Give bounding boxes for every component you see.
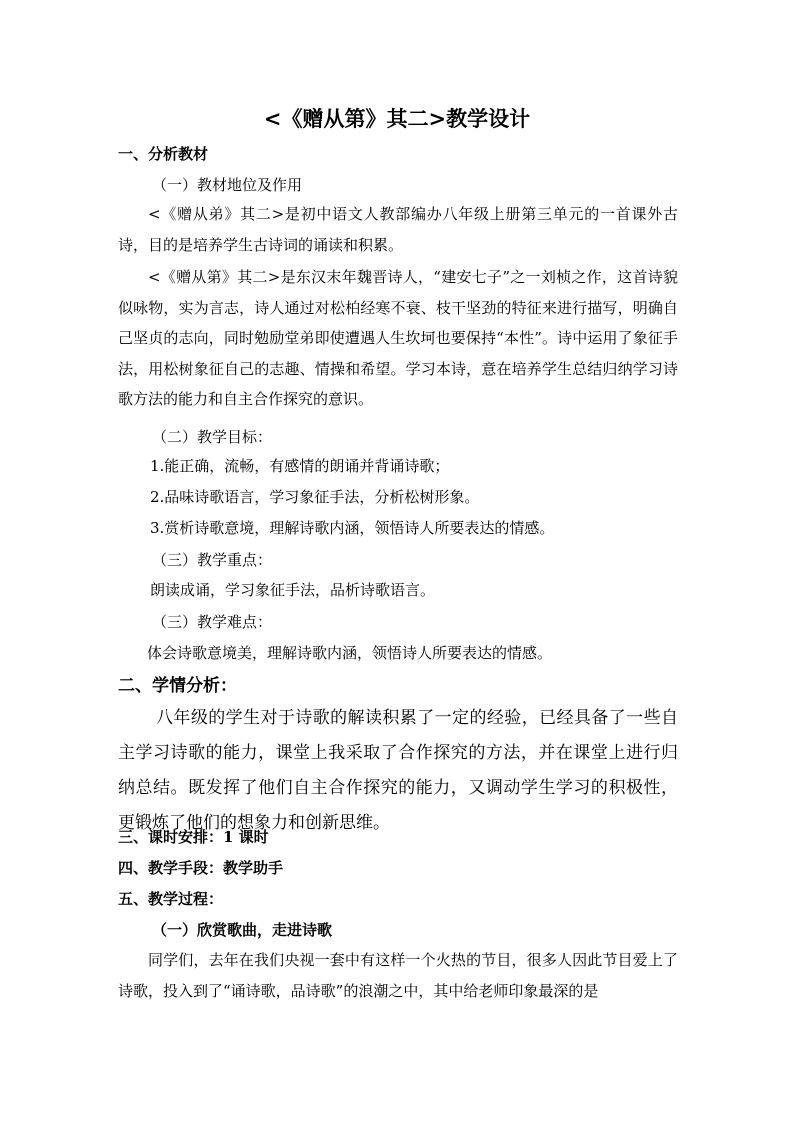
section-heading-teaching-means: 四、教学手段：教学助手 [118,859,284,877]
subheading-key-points: （三）教学重点： [152,551,273,569]
paragraph-process-intro: 同学们，去年在我们央视一套中有这样一个火热的节目，很多人因此节目爱上了诗歌，投入到了“诵诗歌，品诗歌”的浪潮之中，其中给老师印象最深的是 [118,951,678,1000]
subheading-appreciate-song: （一）欣赏歌曲，走进诗歌 [152,921,333,939]
section-heading-analysis: 一、分析教材 [118,145,209,163]
key-points-text: 朗读成诵，学习象征手法，品析诗歌语言。 [150,581,436,599]
goal-item: 2.品味诗歌语言，学习象征手法，分析松树形象。 [150,488,480,506]
section-heading-process: 五、教学过程： [118,890,224,908]
difficulties-text: 体会诗歌意境美，理解诗歌内涵，领悟诗人所要表达的情感。 [147,644,553,662]
subheading-textbook-position: （一）教材地位及作用 [152,176,303,194]
paragraph-poem-analysis: <《赠从第》其二>是东汉末年魏晋诗人，“建安七子”之一刘桢之作，这首诗貌似咏物，实为言志，诗人通过对松柏经寒不衰、枝干坚劲的特征来进行描写，明确自己坚贞的志向，同时勉励堂弟即使遭遇人生坎坷也要保持“本性”。诗中运用了象征手法，用松树象征自己的志趣、情操和希望。学习本诗，意在培养学生总结归纳学习诗歌方法的能力和自主合作探究的意识。 [118,268,678,408]
section-heading-schedule: 三、课时安排：1 课时 [118,828,269,846]
goal-item: 3.赏析诗歌意境，理解诗歌内涵，领悟诗人所要表达的情感。 [150,519,555,537]
section-heading-student-analysis: 二、学情分析： [118,676,237,696]
document-title: <《赠从第》其二>教学设计 [263,106,531,131]
subheading-teaching-goals: （二）教学目标： [152,428,273,446]
paragraph-student-analysis: 八年级的学生对于诗歌的解读积累了一定的经验，已经具备了一些自主学习诗歌的能力，课堂上我采取了合作探究的方法，并在课堂上进行归纳总结。既发挥了他们自主合作探究的能力，又调动学生学习的积极性，更锻炼了他们的想象力和创新思维。 [118,708,678,833]
paragraph-textbook-intro: <《赠从弟》其二>是初中语文人教部编办八年级上册第三单元的一首课外古诗，目的是培养学生古诗词的诵读和积累。 [118,205,678,254]
goal-item: 1.能正确，流畅，有感情的朗诵并背诵诗歌； [150,457,450,475]
subheading-difficulties: （三）教学难点： [152,613,273,631]
